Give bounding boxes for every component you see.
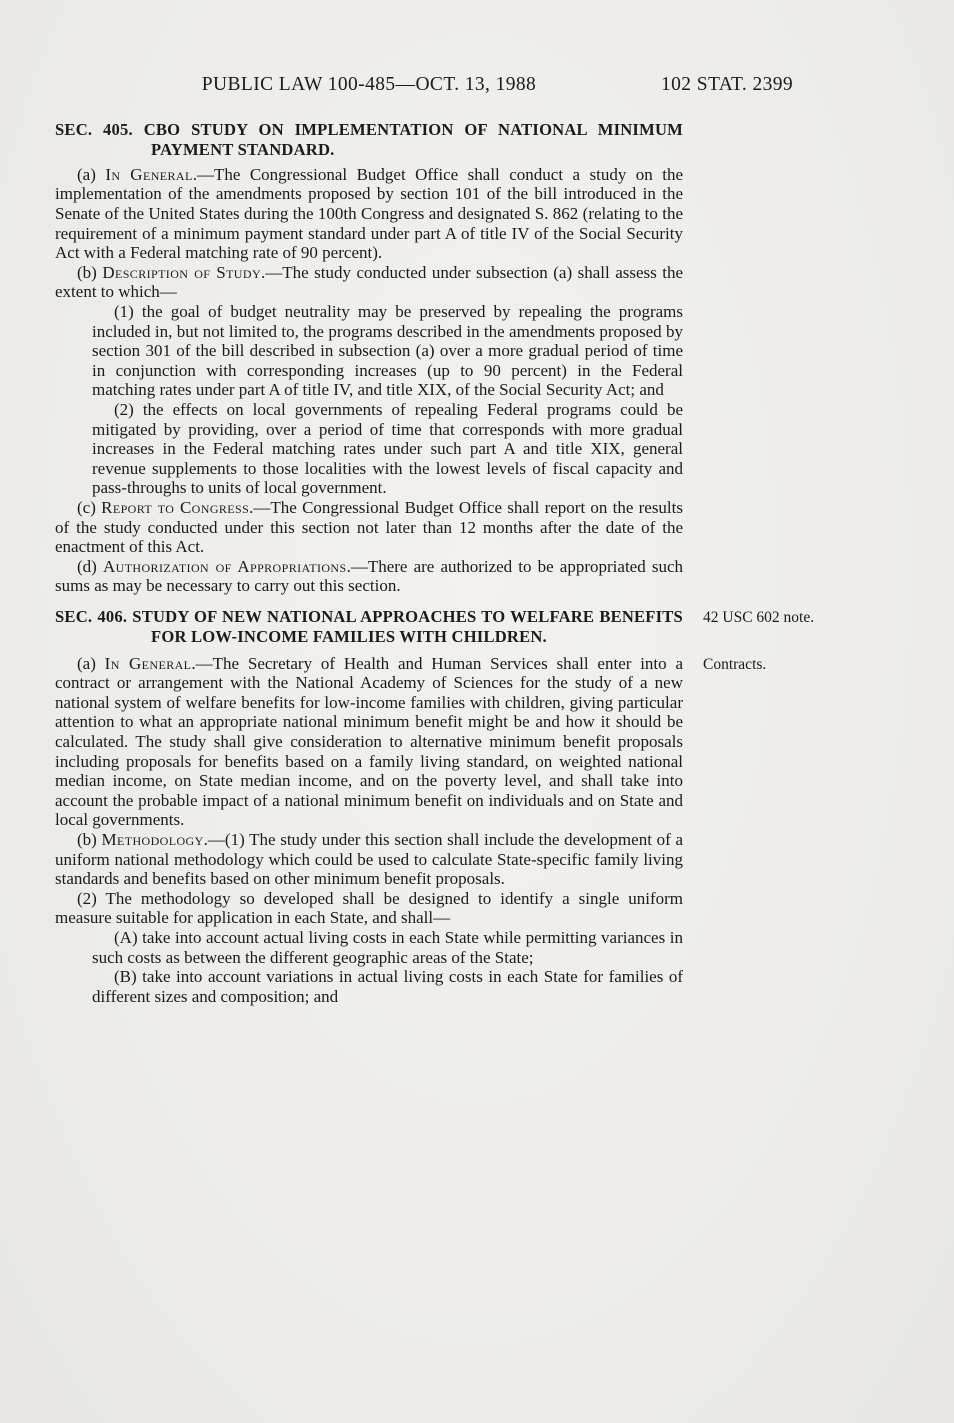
para-text: .—The study conducted under subsection (a) shall assess the extent to which— <box>55 262 683 302</box>
paragraph-406-b <box>55 830 683 889</box>
smallcaps-label: Authorization of Appropriations <box>102 556 347 576</box>
paragraph-406-b-2: (2) The methodology so developed shall be designed to identify a single uniform measure suitable for application in each State, and shall— <box>55 888 683 928</box>
paragraph-405-b-2: (2) the effects on local governments of repealing Federal programs could be mitigated by providing, over a period of time that corresponds with more gradual increases in the Federal matching rates under such part A and title XIX, general revenue supplements to those localities with the lowest levels of fiscal capacity and pass-throughs to units of local government. <box>92 399 683 498</box>
para-text: .—(1) The study under this section shall include the development of a uniform national methodology which could be used to calculate State-specific family living standards and benefits based on other minimum benefit proposals. <box>55 830 683 889</box>
smallcaps-label: Report to Congress <box>101 497 250 517</box>
paragraph-406-b-2-B: (B) take into account variations in actual living costs in each State for families of different sizes and composition; and <box>92 967 683 1006</box>
paragraph-405-d <box>55 557 683 596</box>
stat-page-number: 102 STAT. 2399 <box>661 74 794 95</box>
smallcaps-label: Methodology <box>101 830 204 850</box>
section-heading-406 <box>55 606 815 648</box>
para-prefix: (a) <box>77 653 105 673</box>
section-heading-405: SEC. 405. CBO STUDY ON IMPLEMENTATION OF NATIONAL MINIMUM PAYMENT STANDARD. <box>55 120 683 160</box>
statute-body <box>55 120 815 1006</box>
contracts-margin-note: Contracts. <box>703 655 767 673</box>
running-title: PUBLIC LAW 100-485—OCT. 13, 1988 <box>201 74 537 95</box>
paragraph-406-a <box>55 653 767 830</box>
uscode-margin-note: 42 USC 602 note. <box>703 608 815 626</box>
paragraph-406-b-2-A: (A) take into account actual living costs in each State while permitting variances in such costs as between the different geographic areas of the State; <box>92 928 683 967</box>
para-text: .—There are authorized to be appropriated such sums as may be necessary to carry out this section. <box>55 556 683 596</box>
para-prefix: (a) <box>77 164 106 184</box>
para-prefix: (b) <box>77 262 103 282</box>
paragraph-405-b <box>55 263 683 302</box>
para-prefix: (c) <box>77 497 102 517</box>
smallcaps-label: Description of Study <box>102 262 262 282</box>
para-text: .—The Congressional Budget Office shall report on the results of the study conducted under this section not later than 12 months after the date of the enactment of this Act. <box>55 497 683 557</box>
para-text: .—The Secretary of Health and Human Services shall enter into a contract or arrangement with the National Academy of Sciences for the study of a new national system of welfare benefits for low-income families with children, giving particular attention to what an appropriate national minimum benefit might be and how it should be calculated. The study shall give consideration to alternative minimum benefit proposals including proposals for benefits based on a family living standard, on weighted national median income, on State median income, and on the poverty level, and shall take into account the probable impact of a national minimum benefit on individuals and on State and local governments. <box>55 653 683 830</box>
paragraph-405-b-1: (1) the goal of budget neutrality may be preserved by repealing the programs included in, but not limited to, the programs described in the amendments proposed by section 301 of the bill described in subsection (a) over a more gradual period of time in conjunction with corresponding increases (up to 90 percent) in the Federal matching rates under part A of title IV, and title XIX, of the Social Security Act; and <box>92 301 683 400</box>
paragraph-405-c <box>55 498 683 557</box>
smallcaps-label: In General <box>105 164 193 184</box>
para-prefix: (b) <box>77 830 102 850</box>
section-heading-text: SEC. 406. STUDY OF NEW NATIONAL APPROACHES TO WELFARE BENEFITS FOR LOW-INCOME FAMILIES WITH CHILDREN. <box>55 606 683 647</box>
para-prefix: (d) <box>77 556 103 576</box>
para-text: .—The Congressional Budget Office shall conduct a study on the implementation of the amendments proposed by section 101 of the bill introduced in the Senate of the United States during the 100th Congress and designated S. 862 (relating to the requirement of a minimum payment standard under part A of title IV of the Social Security Act with a Federal matching rate of 90 percent). <box>55 164 683 263</box>
page-header <box>55 74 794 96</box>
smallcaps-label: In General <box>104 653 192 673</box>
paragraph-405-a <box>55 165 683 263</box>
